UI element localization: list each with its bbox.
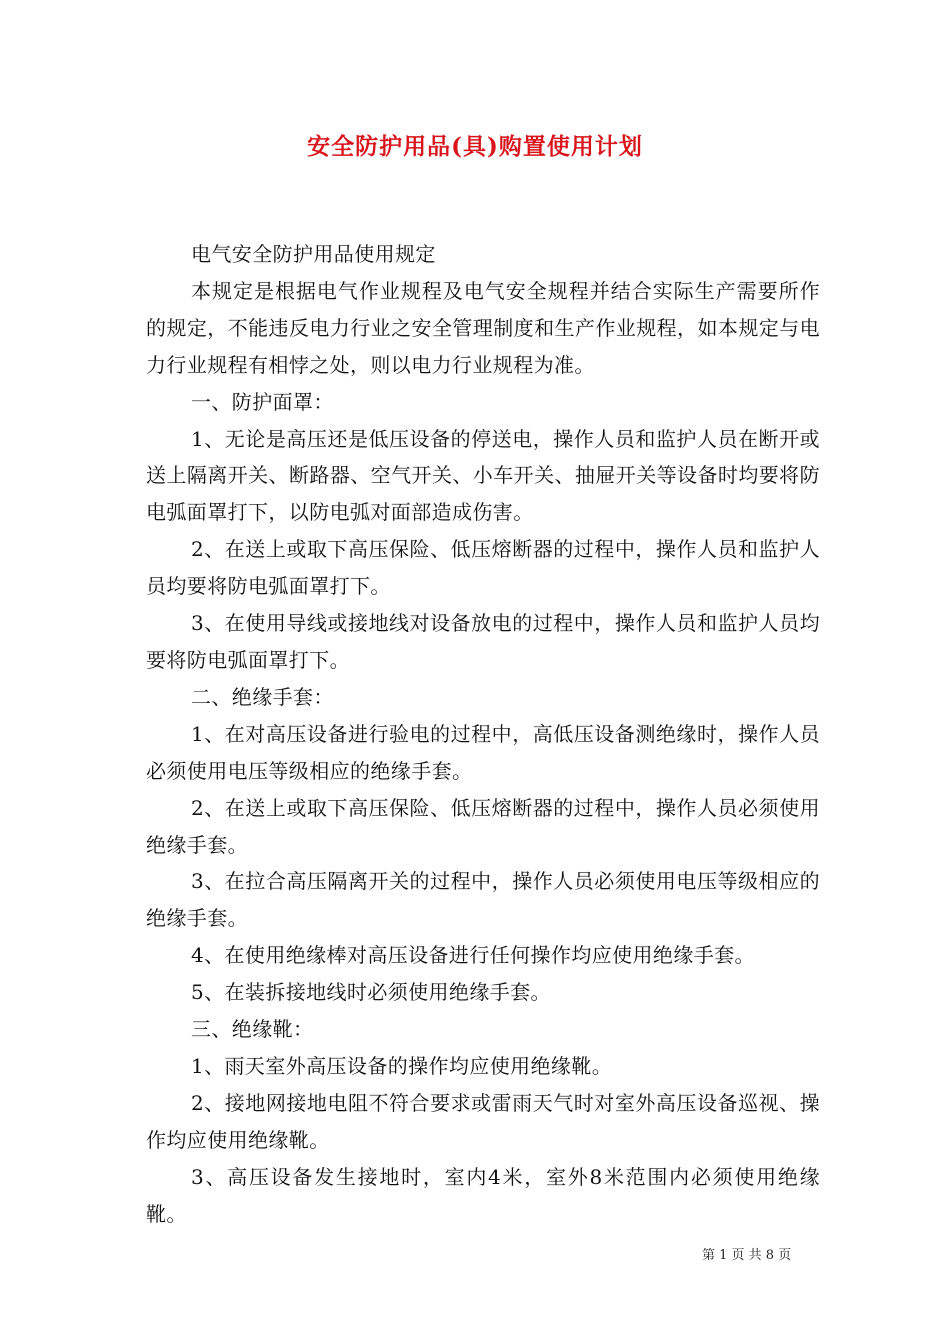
list-item: 1、在对高压设备进行验电的过程中，高低压设备测绝缘时，操作人员必须使用电压等级相应的绝缘手套。 [146,721,820,783]
section-heading-face-shield: 一、防护面罩： [191,389,334,414]
list-item: 3、高压设备发生接地时，室内4米，室外8米范围内必须使用绝缘靴。 [146,1164,820,1226]
list-item: 3、在使用导线或接地线对设备放电的过程中，操作人员和监护人员均要将防电弧面罩打下。 [146,611,820,672]
list-item: 1、无论是高压还是低压设备的停送电，操作人员和监护人员在断开或送上隔离开关、断路器、空气开关、小车开关、抽屉开关等设备时均要将防电弧面罩打下，以防电弧对面部造成伤害。 [146,426,820,525]
section-heading: 电气安全防护用品使用规定 [191,242,436,266]
list-item: 5、在装拆接地线时必须使用绝缘手套。 [191,980,551,1005]
list-item: 2、在送上或取下高压保险、低压熔断器的过程中，操作人员和监护人员均要将防电弧面罩打下。 [146,537,820,599]
list-item: 4、在使用绝缘棒对高压设备进行任何操作均应使用绝缘手套。 [191,943,755,968]
list-item: 2、接地网接地电阻不符合要求或雷雨天气时对室外高压设备巡视、操作均应使用绝缘靴。 [146,1090,820,1152]
list-item: 1、雨天室外高压设备的操作均应使用绝缘靴。 [191,1053,613,1078]
page-number: 第 1 页 共 8 页 [702,1248,792,1263]
section-heading-insulating-boots: 三、绝缘靴： [191,1017,314,1042]
page-title: 安全防护用品(具)购置使用计划 [307,133,643,160]
list-item: 3、在拉合高压隔离开关的过程中，操作人员必须使用电压等级相应的绝缘手套。 [146,869,820,931]
document-body [146,236,820,1232]
section-heading-insulating-gloves: 二、绝缘手套： [191,684,334,709]
intro-paragraph: 本规定是根据电气作业规程及电气安全规程并结合实际生产需要所作的规定，不能违反电力行业之安全管理制度和生产作业规程，如本规定与电力行业规程有相悖之处，则以电力行业规程为准。 [146,278,820,377]
list-item: 2、在送上或取下高压保险、低压熔断器的过程中，操作人员必须使用绝缘手套。 [146,795,820,857]
